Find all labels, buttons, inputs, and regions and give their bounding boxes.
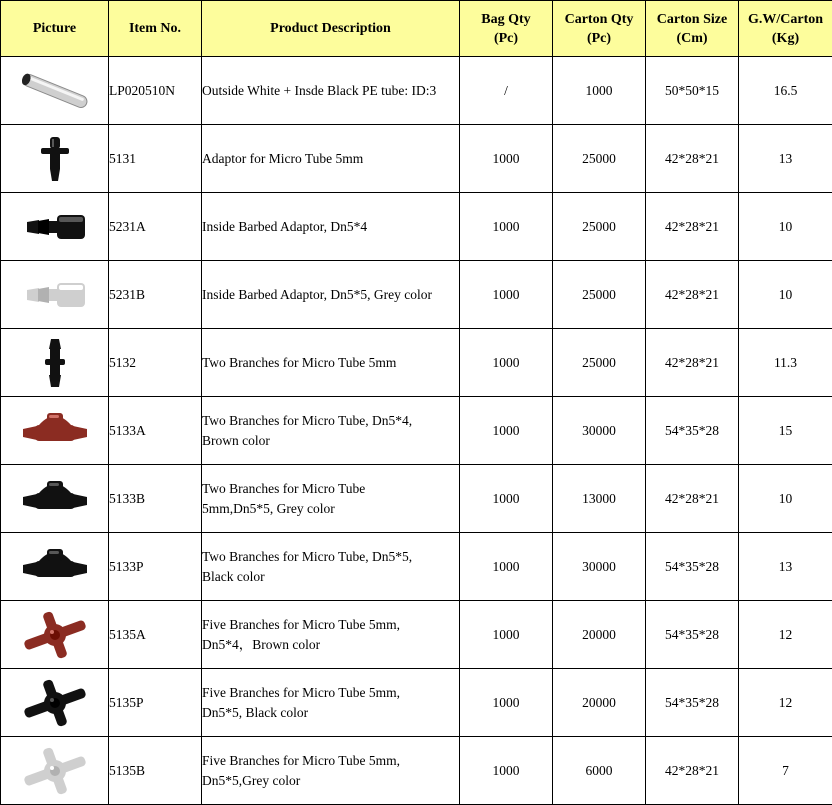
bag-qty-cell: 1000 [460,465,553,533]
description-cell: Five Branches for Micro Tube 5mm, Dn5*5,Grey color [202,737,460,805]
gw-carton-cell: 13 [739,533,832,601]
description-cell: Two Branches for Micro Tube, Dn5*5, Black color [202,533,460,601]
five-branch-connector-icon [1,745,108,797]
two-branch-valve-icon [1,473,108,525]
description-cell: Adaptor for Micro Tube 5mm [202,125,460,193]
product-picture [1,193,109,261]
gw-carton-cell: 13 [739,125,832,193]
table-row [1,261,832,329]
carton-size-cell: 50*50*15 [646,57,739,125]
description-cell: Outside White + Insde Black PE tube: ID:3 [202,57,460,125]
product-picture [1,329,109,397]
item-no-cell: 5131 [109,125,202,193]
table-row [1,125,832,193]
gw-carton-cell: 7 [739,737,832,805]
item-no-cell: 5133P [109,533,202,601]
carton-qty-cell: 6000 [553,737,646,805]
header-gw-carton: G.W/Carton (Kg) [739,1,832,57]
straight-connector-icon [1,337,108,389]
two-branch-valve-icon [1,405,108,457]
product-picture [1,601,109,669]
carton-qty-cell: 30000 [553,397,646,465]
description-cell: Inside Barbed Adaptor, Dn5*5, Grey color [202,261,460,329]
header-carton-size: Carton Size (Cm) [646,1,739,57]
gw-carton-cell: 10 [739,193,832,261]
description-cell: Inside Barbed Adaptor, Dn5*4 [202,193,460,261]
header-picture: Picture [1,1,109,57]
bag-qty-cell: 1000 [460,669,553,737]
carton-size-cell: 42*28*21 [646,737,739,805]
carton-qty-cell: 25000 [553,125,646,193]
item-no-cell: 5135A [109,601,202,669]
carton-qty-cell: 25000 [553,193,646,261]
product-picture [1,465,109,533]
header-item-no: Item No. [109,1,202,57]
carton-qty-cell: 20000 [553,601,646,669]
bag-qty-cell: 1000 [460,397,553,465]
table-row [1,57,832,125]
item-no-cell: 5132 [109,329,202,397]
table-row [1,193,832,261]
table-row [1,533,832,601]
table-row [1,737,832,805]
gw-carton-cell: 12 [739,601,832,669]
carton-size-cell: 42*28*21 [646,465,739,533]
product-picture [1,125,109,193]
carton-qty-cell: 30000 [553,533,646,601]
gw-carton-cell: 10 [739,465,832,533]
gw-carton-cell: 12 [739,669,832,737]
product-picture [1,669,109,737]
bag-qty-cell: 1000 [460,737,553,805]
barbed-adaptor-icon [1,269,108,321]
carton-size-cell: 54*35*28 [646,397,739,465]
carton-qty-cell: 25000 [553,329,646,397]
table-row [1,397,832,465]
adaptor-icon [1,133,108,185]
table-row [1,669,832,737]
product-picture [1,737,109,805]
five-branch-connector-icon [1,677,108,729]
carton-qty-cell: 1000 [553,57,646,125]
item-no-cell: 5133B [109,465,202,533]
table-row [1,601,832,669]
bag-qty-cell: 1000 [460,261,553,329]
item-no-cell: LP020510N [109,57,202,125]
header-description: Product Description [202,1,460,57]
carton-qty-cell: 25000 [553,261,646,329]
description-cell: Five Branches for Micro Tube 5mm, Dn5*5, Black color [202,669,460,737]
bag-qty-cell: 1000 [460,193,553,261]
item-no-cell: 5135P [109,669,202,737]
gw-carton-cell: 11.3 [739,329,832,397]
product-picture [1,533,109,601]
gw-carton-cell: 16.5 [739,57,832,125]
item-no-cell: 5133A [109,397,202,465]
bag-qty-cell: 1000 [460,329,553,397]
carton-size-cell: 42*28*21 [646,193,739,261]
product-picture [1,57,109,125]
barbed-adaptor-icon [1,201,108,253]
pe-tube-icon [1,65,108,117]
item-no-cell: 5231A [109,193,202,261]
carton-size-cell: 54*35*28 [646,669,739,737]
header-row [1,1,832,57]
carton-size-cell: 42*28*21 [646,329,739,397]
table-row [1,329,832,397]
gw-carton-cell: 10 [739,261,832,329]
carton-qty-cell: 13000 [553,465,646,533]
carton-size-cell: 42*28*21 [646,261,739,329]
product-picture [1,261,109,329]
bag-qty-cell: 1000 [460,601,553,669]
two-branch-valve-icon [1,541,108,593]
five-branch-connector-icon [1,609,108,661]
header-bag-qty: Bag Qty (Pc) [460,1,553,57]
gw-carton-cell: 15 [739,397,832,465]
description-cell: Two Branches for Micro Tube 5mm [202,329,460,397]
item-no-cell: 5135B [109,737,202,805]
carton-qty-cell: 20000 [553,669,646,737]
table-row [1,465,832,533]
description-cell: Two Branches for Micro Tube 5mm,Dn5*5, Grey color [202,465,460,533]
bag-qty-cell: 1000 [460,533,553,601]
bag-qty-cell: / [460,57,553,125]
bag-qty-cell: 1000 [460,125,553,193]
carton-size-cell: 54*35*28 [646,601,739,669]
carton-size-cell: 54*35*28 [646,533,739,601]
carton-size-cell: 42*28*21 [646,125,739,193]
description-cell: Five Branches for Micro Tube 5mm, Dn5*4，Brown color [202,601,460,669]
item-no-cell: 5231B [109,261,202,329]
product-picture [1,397,109,465]
header-carton-qty: Carton Qty (Pc) [553,1,646,57]
description-cell: Two Branches for Micro Tube, Dn5*4, Brown color [202,397,460,465]
